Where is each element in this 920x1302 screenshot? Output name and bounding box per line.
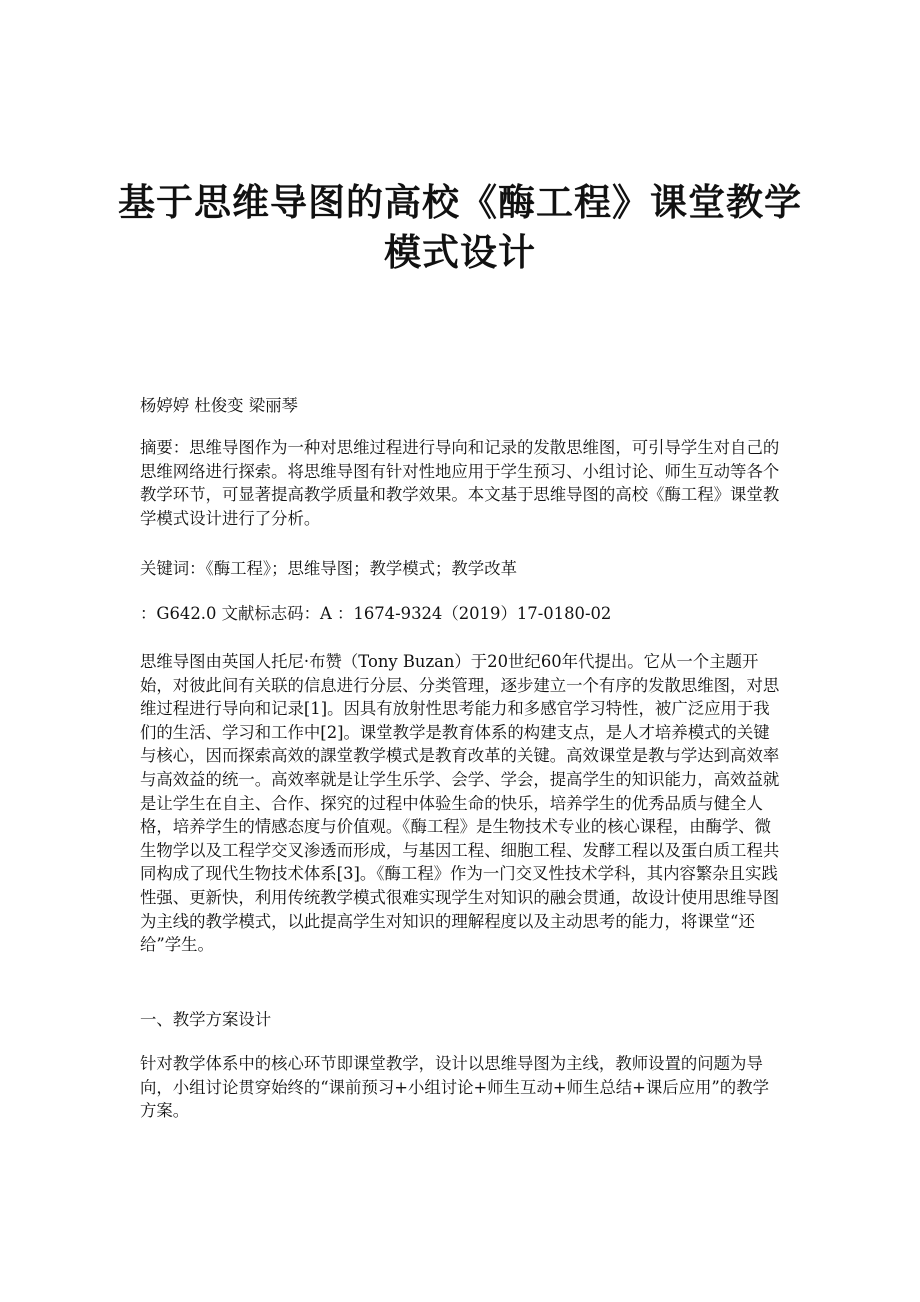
abstract: 摘要：思维导图作为一种对思维过程进行导向和记录的发散思维图，可引导学生对自己的思维网络进行探索。将思维导图有针对性地应用于学生预习、小组讨论、师生互动等各个教学环节，可显著提高教学质量和教学效果。本文基于思维导图的高校《酶工程》课堂教学模式设计进行了分析。 (140, 438, 780, 528)
classification-line: ：G642.0 文献标志码：A ：1674-9324（2019）17-0180-02 (140, 604, 612, 623)
intro-paragraph: 思维导图由英国人托尼·布赞（Tony Buzan）于20世纪60年代提出。它从一个主题开始，对彼此间有关联的信息进行分层、分类管理，逐步建立一个有序的发散思维图，对思维过程进行导向和记录[1]。因具有放射性思考能力和多感官学习特性，被广泛应用于我们的生活、学习和工作中[2]。课堂教学是教育体系的构建支点，是人才培养模式的关键与核心，因而探索高效的課堂教学模式是教育改革的关键。高效课堂是教与学达到高效率与高效益的统一。高效率就是让学生乐学、会学、学会，提高学生的知识能力，高效益就是让学生在自主、合作、探究的过程中体验生命的快乐，培养学生的优秀品质与健全人格，培养学生的情感态度与价值观。《酶工程》是生物技术专业的核心课程，由酶学、微生物学以及工程学交叉渗透而形成，与基因工程、细胞工程、发酵工程以及蛋白质工程共同构成了现代生物技术体系[3]。《酶工程》作为一门交叉性技术学科，其内容繁杂且实践性强、更新快，利用传统教学模式很难实现学生对知识的融会贯通，故设计使用思维导图为主线的教学模式，以此提高学生对知识的理解程度以及主动思考的能力，将课堂“还给”学生。 (140, 652, 780, 955)
section-paragraph: 针对教学体系中的核心环节即课堂教学，设计以思维导图为主线，教师设置的问题为导向，小组讨论贯穿始终的“课前预习+小组讨论+师生互动+师生总结+课后应用”的教学方案。 (140, 1054, 769, 1121)
section-heading: 一、教学方案设计 (140, 1010, 272, 1029)
keywords: 关键词：《酶工程》；思维导图；教学模式；教学改革 (140, 559, 517, 578)
document-title: 基于思维导图的高校《酶工程》课堂教学模式设计 (118, 181, 802, 274)
authors: 杨婷婷 杜俊变 梁丽琴 (140, 396, 298, 415)
